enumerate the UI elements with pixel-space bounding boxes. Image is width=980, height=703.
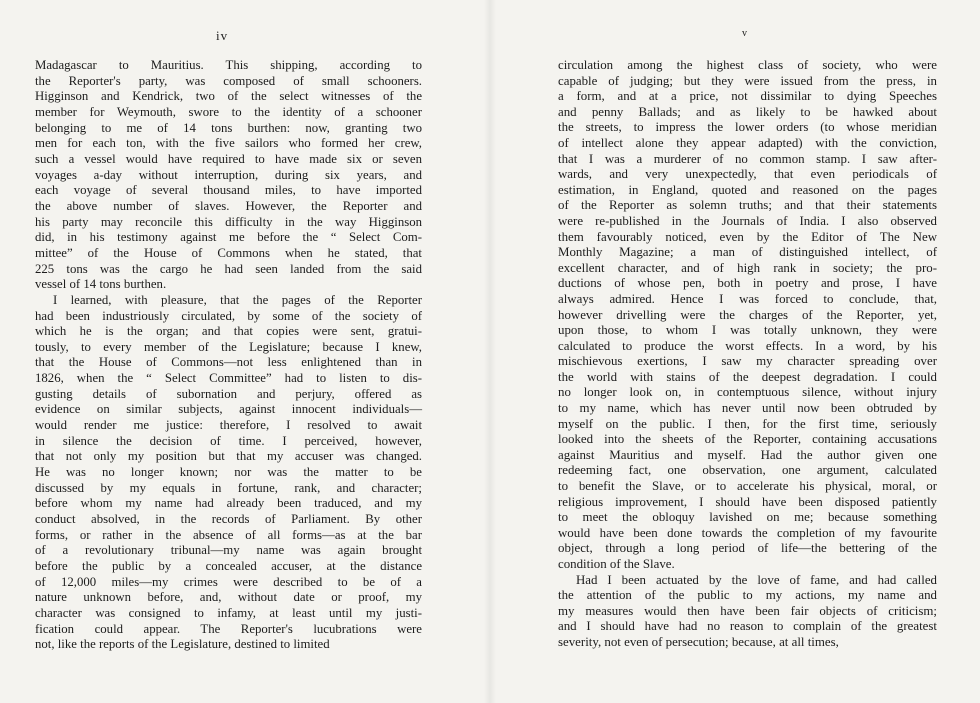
text-line: in silence the decision of time. I perceived, however, bbox=[35, 433, 422, 448]
text-line: to meet the obloquy lavished on me; because something bbox=[558, 510, 937, 525]
text-line: vessel of 14 tons burthen. bbox=[35, 277, 167, 292]
text-line: excellent character, and of high rank in society; the pro- bbox=[558, 260, 937, 275]
text-line: the Reporter's party, was composed of small schooners. bbox=[35, 73, 422, 88]
right-page bbox=[490, 0, 980, 703]
text-line: object, through a long period of life—the bettering of the bbox=[558, 541, 937, 556]
page-number-left: iv bbox=[216, 28, 229, 43]
text-line: no longer look on, in contemptuous silence, without injury bbox=[558, 385, 937, 400]
text-line: wards, and very unexpectedly, that even periodicals of bbox=[558, 167, 937, 182]
text-line: would render me justice: therefore, I resolved to await bbox=[35, 418, 422, 433]
text-line: the streets, to impress the lower orders (to whose meridian bbox=[558, 120, 937, 135]
text-line: I learned, with pleasure, that the pages of the Reporter bbox=[53, 292, 422, 307]
text-line: were re-published in the Journals of India. I also observed bbox=[558, 213, 937, 228]
text-line: tously, to every member of the Legislature; because I knew, bbox=[35, 339, 422, 354]
text-line: myself on the public. I then, for the first time, seriously bbox=[558, 416, 937, 431]
text-line: redeeming fact, one observation, one argument, calculated bbox=[558, 463, 937, 478]
text-line: 1826, when the “ Select Committee” had to listen to dis- bbox=[35, 371, 422, 386]
text-line: did, in his testimony against me before the “ Select Com- bbox=[35, 230, 422, 245]
text-line: against Mauritius and myself. Had the author given one bbox=[558, 447, 937, 462]
text-line: mittee” of the House of Commons when he stated, that bbox=[35, 245, 422, 260]
text-line: not, like the reports of the Legislature, destined to limited bbox=[35, 637, 330, 652]
text-line: conduct absolved, in the records of Parliament. By other bbox=[35, 512, 422, 527]
text-line: would have been done towards the completion of my favourite bbox=[558, 525, 937, 540]
left-page-text bbox=[35, 58, 422, 653]
text-line: Had I been actuated by the love of fame, and had called bbox=[576, 572, 937, 587]
text-line: men for each ton, with the five sailors who formed her crew, bbox=[35, 136, 422, 151]
text-line: looked into the sheets of the Reporter, containing accusations bbox=[558, 432, 937, 447]
text-line: belonging to me of 14 tons burthen: now, granting two bbox=[35, 120, 422, 135]
text-line: to benefit the Slave, or to accelerate his physical, moral, or bbox=[558, 479, 937, 494]
text-line: forms, or rather in the absence of all forms—as at the bar bbox=[35, 527, 422, 542]
text-line: discussed by my equals in fortune, rank, and character; bbox=[35, 480, 422, 495]
text-line: member for Weymouth, swore to the identity of a schooner bbox=[35, 104, 422, 119]
text-line: calculated to produce the worst effects. In a word, by his bbox=[558, 338, 937, 353]
text-line: ductions of whose pen, both in poetry and prose, I have bbox=[558, 276, 937, 291]
text-line: voyages a-day without interruption, during six years, and bbox=[35, 167, 422, 182]
text-line: of a revolutionary tribunal—my name was again brought bbox=[35, 543, 422, 558]
text-line: of intellect alone they appear adapted) with the conviction, bbox=[558, 135, 937, 150]
text-line: them favourably noticed, even by the Editor of The New bbox=[558, 229, 937, 244]
text-line: the world with stains of the deepest degradation. I could bbox=[558, 369, 937, 384]
text-line: gusting details of subornation and perjury, offered as bbox=[35, 386, 422, 401]
text-line: Monthly Magazine; a man of distinguished intellect, of bbox=[558, 245, 937, 260]
text-line: the attention of the public to my actions, my name and bbox=[558, 588, 937, 603]
text-line: that the House of Commons—not less enlightened than in bbox=[35, 355, 422, 370]
text-line: a form, and at a price, not dissimilar to dying Speeches bbox=[558, 89, 937, 104]
text-line: had been industriously circulated, by some of the society of bbox=[35, 308, 422, 323]
text-line: character was consigned to infamy, at least until my justi- bbox=[35, 605, 422, 620]
text-line: severity, not even of persecution; because, at all times, bbox=[558, 634, 839, 649]
text-line: and I should have had no reason to complain of the greatest bbox=[558, 619, 937, 634]
text-line: to my name, which has never until now been obtruded by bbox=[558, 401, 937, 416]
text-line: his party may reconcile this difficulty in the way Higginson bbox=[35, 214, 422, 229]
text-line: nature unknown before, and, without date or proof, my bbox=[35, 590, 422, 605]
text-line: before whom my name had already been traduced, and my bbox=[35, 496, 422, 511]
text-line: capable of judging; but they were issued from the press, in bbox=[558, 73, 937, 88]
text-line: the above number of slaves. However, the Reporter and bbox=[35, 198, 422, 213]
right-page-text bbox=[558, 58, 937, 651]
text-line: my measures would then have been fair objects of criticism; bbox=[558, 603, 937, 618]
text-line: Madagascar to Mauritius. This shipping, according to bbox=[35, 58, 422, 72]
text-line: such a vessel would have required to have made six or seven bbox=[35, 151, 422, 166]
text-line: upon those, to whom I was totally unknown, they were bbox=[558, 323, 937, 338]
text-line: Higginson and Kendrick, two of the select witnesses of the bbox=[35, 89, 422, 104]
text-line: each voyage of several thousand miles, to have imported bbox=[35, 183, 422, 198]
text-line: of 12,000 miles—my crimes were described to be of a bbox=[35, 574, 422, 589]
text-line: however drivelling were the charges of the Reporter, yet, bbox=[558, 307, 937, 322]
text-line: mischievous exertions, I saw my character spreading over bbox=[558, 354, 937, 369]
text-line: always admired. Hence I was forced to conclude, that, bbox=[558, 291, 937, 306]
page-number-right: v bbox=[742, 28, 748, 39]
text-line: estimation, in England, quoted and reasoned on the pages bbox=[558, 182, 937, 197]
text-line: religious improvement, I should have been disposed patiently bbox=[558, 494, 937, 509]
text-line: that I was a murderer of no common stamp. I saw after- bbox=[558, 151, 937, 166]
text-line: condition of the Slave. bbox=[558, 557, 675, 571]
text-line: which he is the organ; and that copies were sent, gratui- bbox=[35, 324, 422, 339]
text-line: that not only my position but that my accuser was changed. bbox=[35, 449, 422, 464]
text-line: circulation among the highest class of society, who were bbox=[558, 58, 937, 72]
text-line: evidence on similar subjects, against innocent individuals— bbox=[35, 402, 422, 417]
text-line: He was no longer known; nor was the matter to be bbox=[35, 465, 422, 480]
text-line: before the public by a concealed accuser, at the distance bbox=[35, 559, 422, 573]
text-line: and penny Ballads; and as likely to be hawked about bbox=[558, 104, 937, 119]
text-line: of the Reporter as solemn truths; and that their statements bbox=[558, 198, 937, 213]
text-line: 225 tons was the cargo he had seen landed from the said bbox=[35, 261, 422, 276]
text-line: fication could appear. The Reporter's lucubrations were bbox=[35, 621, 422, 636]
